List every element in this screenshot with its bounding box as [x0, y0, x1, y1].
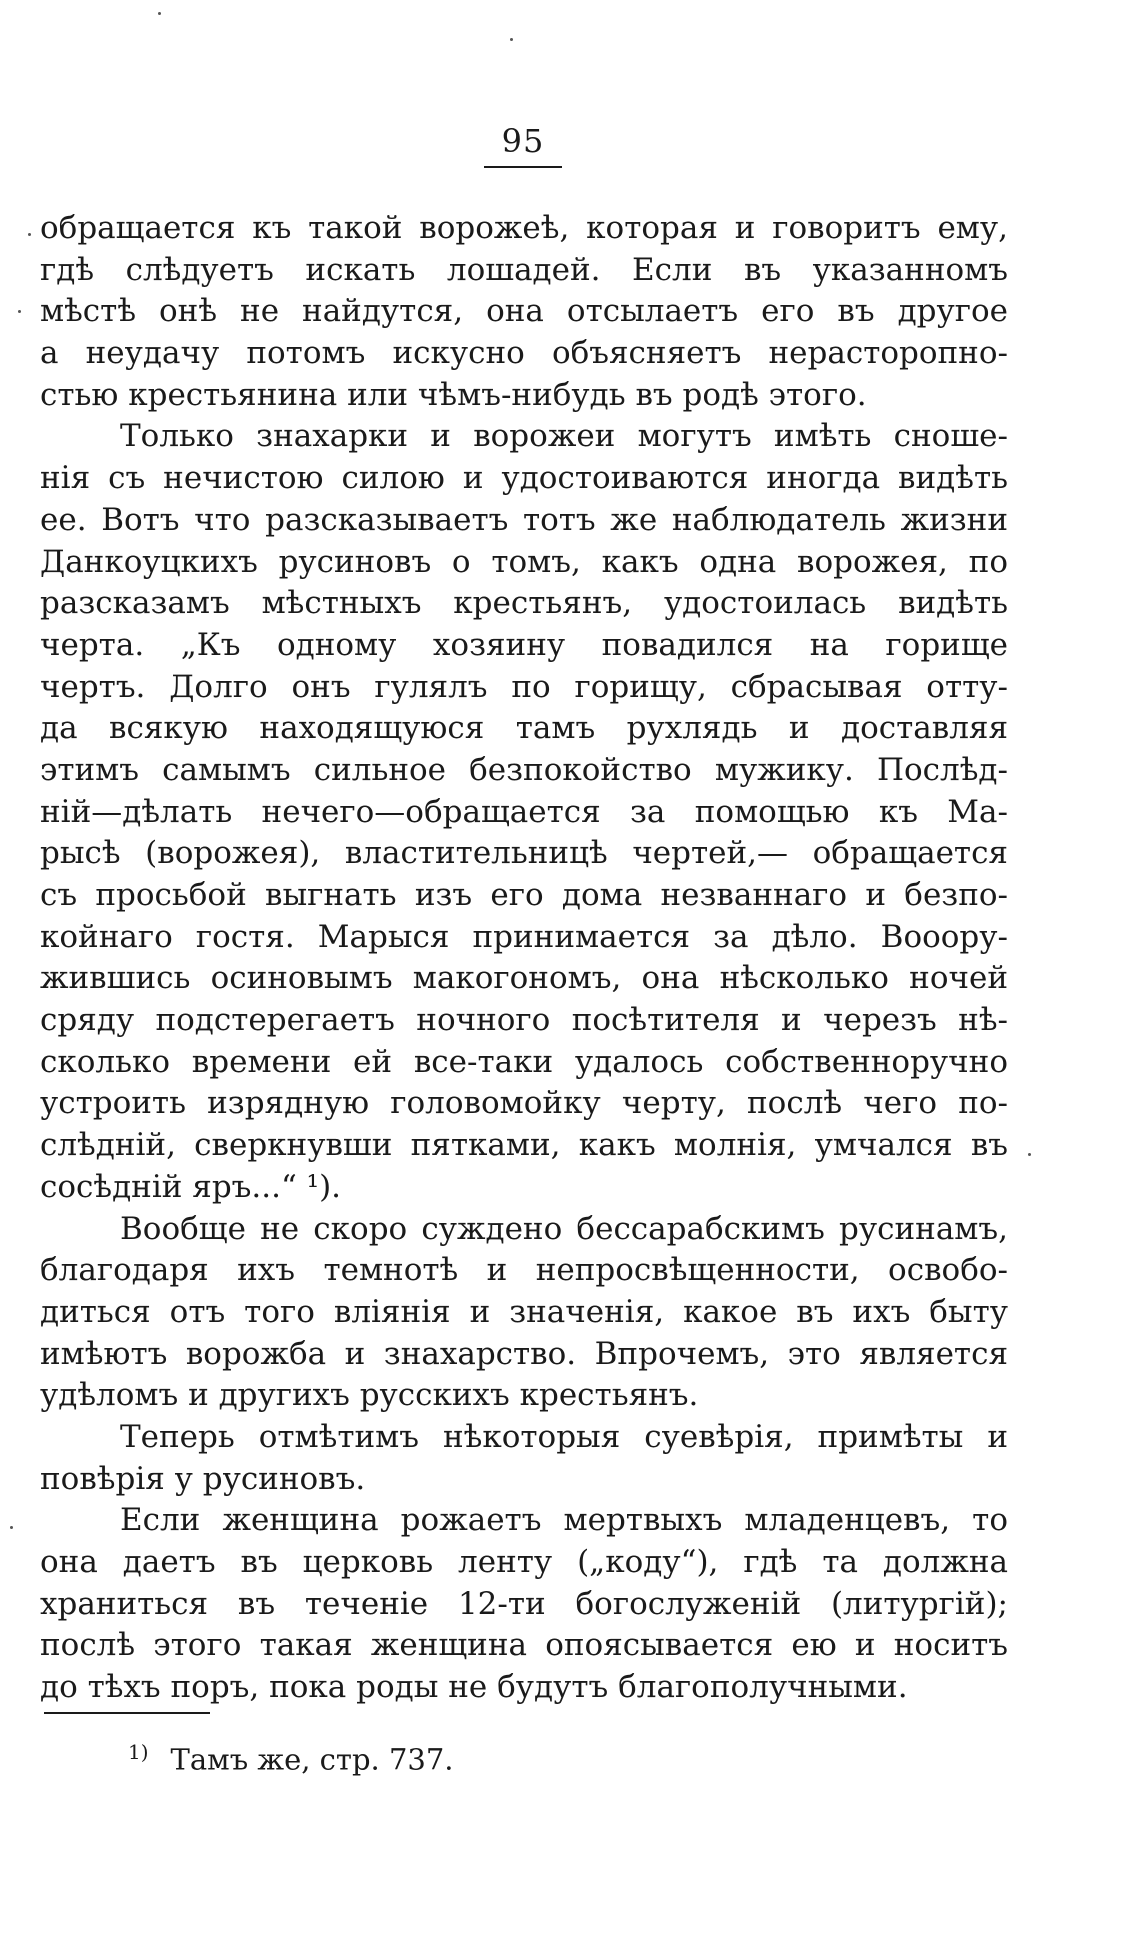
text-line: Теперь отмѣтимъ нѣкоторыя суевѣрія, примѣты и — [120, 1418, 1008, 1455]
text-line: повѣрія у русиновъ. — [40, 1460, 366, 1497]
text-line: стью крестьянина или чѣмъ-нибудь въ родѣ этого. — [40, 376, 867, 413]
text-line: сряду подстерегаетъ ночного посѣтителя и черезъ нѣ- — [40, 1002, 1008, 1039]
scan-speck — [510, 38, 513, 41]
text-line: сколько времени ей все-таки удалось собственноручно — [40, 1043, 1008, 1080]
text-line: слѣдній, сверкнувши пятками, какъ молнія, умчался въ — [40, 1127, 1008, 1164]
footnote-text: Тамъ же, стр. 737. — [170, 1742, 454, 1777]
page-number: 95 — [501, 122, 545, 160]
text-line: она даетъ въ церковь ленту („коду“), гдѣ та должна — [40, 1544, 1008, 1580]
scan-speck — [18, 310, 21, 313]
text-line: Вообще не скоро суждено бессарабскимъ русинамъ, — [120, 1210, 1008, 1247]
scan-speck — [158, 12, 161, 15]
footnote — [128, 1732, 454, 1780]
text-line: а неудачу потомъ искусно объясняетъ нерасторопно- — [40, 335, 1008, 372]
text-line: Если женщина рожаетъ мертвыхъ младенцевъ, то — [120, 1502, 1008, 1539]
text-line: да всякую находящуюся тамъ рухлядь и доставляя — [40, 710, 1008, 747]
text-line: этимъ самымъ сильное безпокойство мужику. Послѣд- — [40, 751, 1008, 788]
scan-speck — [1028, 1153, 1031, 1156]
text-line: черта. „Къ одному хозяину повадился на горище — [40, 626, 1008, 663]
text-line: жившись осиновымъ макогономъ, она нѣсколько ночей — [40, 960, 1008, 997]
footnote-separator — [44, 1712, 210, 1714]
footnote-mark: 1) — [128, 1740, 149, 1764]
text-line: койнаго гостя. Марыся принимается за дѣло. Вооору- — [40, 918, 1008, 955]
text-line: рысѣ (ворожея), властительницѣ чертей,— обращается — [40, 835, 1008, 872]
text-line: нія съ нечистою силою и удостоиваются иногда видѣть — [40, 460, 1008, 497]
text-line: диться отъ того вліянія и значенія, какое въ ихъ быту — [40, 1293, 1008, 1330]
text-line: разсказамъ мѣстныхъ крестьянъ, удостоилась видѣть — [40, 585, 1008, 622]
text-line: обращается къ такой ворожеѣ, которая и говоритъ ему, — [40, 210, 1008, 246]
page-number-underline — [484, 166, 562, 168]
body-text — [40, 208, 1008, 1709]
text-line: благодаря ихъ темнотѣ и непросвѣщенности, освобо- — [40, 1252, 1008, 1289]
text-line: удѣломъ и другихъ русскихъ крестьянъ. — [40, 1377, 699, 1414]
scan-speck — [10, 1526, 13, 1529]
text-line: мѣстѣ онѣ не найдутся, она отсылаетъ его въ другое — [40, 293, 1008, 330]
scan-speck — [28, 233, 31, 236]
text-line: чертъ. Долго онъ гулялъ по горищу, сбрасывая отту- — [40, 668, 1008, 705]
text-line: съ просьбой выгнать изъ его дома незваннаго и безпо- — [40, 877, 1008, 913]
text-line: устроить изрядную головомойку черту, послѣ чего по- — [40, 1085, 1008, 1122]
text-line: ее. Вотъ что разсказываетъ тотъ же наблюдатель жизни — [40, 501, 1008, 538]
text-line: Данкоуцкихъ русиновъ о томъ, какъ одна ворожея, по — [40, 543, 1008, 580]
text-line: послѣ этого такая женщина опоясывается ею и носитъ — [40, 1627, 1008, 1664]
text-line: до тѣхъ поръ, пока роды не будутъ благополучными. — [40, 1669, 908, 1706]
text-line: ній—дѣлать нечего—обращается за помощью къ Ма- — [40, 793, 1008, 830]
text-line: Только знахарки и ворожеи могутъ имѣть сноше- — [120, 418, 1008, 455]
text-line: сосѣдній яръ...“ ¹). — [40, 1168, 342, 1205]
text-line: храниться въ теченіе 12-ти богослуженій (литургій); — [40, 1585, 1008, 1622]
text-line: имѣютъ ворожба и знахарство. Впрочемъ, это является — [40, 1335, 1008, 1372]
text-line: гдѣ слѣдуетъ искать лошадей. Если въ указанномъ — [40, 251, 1008, 288]
